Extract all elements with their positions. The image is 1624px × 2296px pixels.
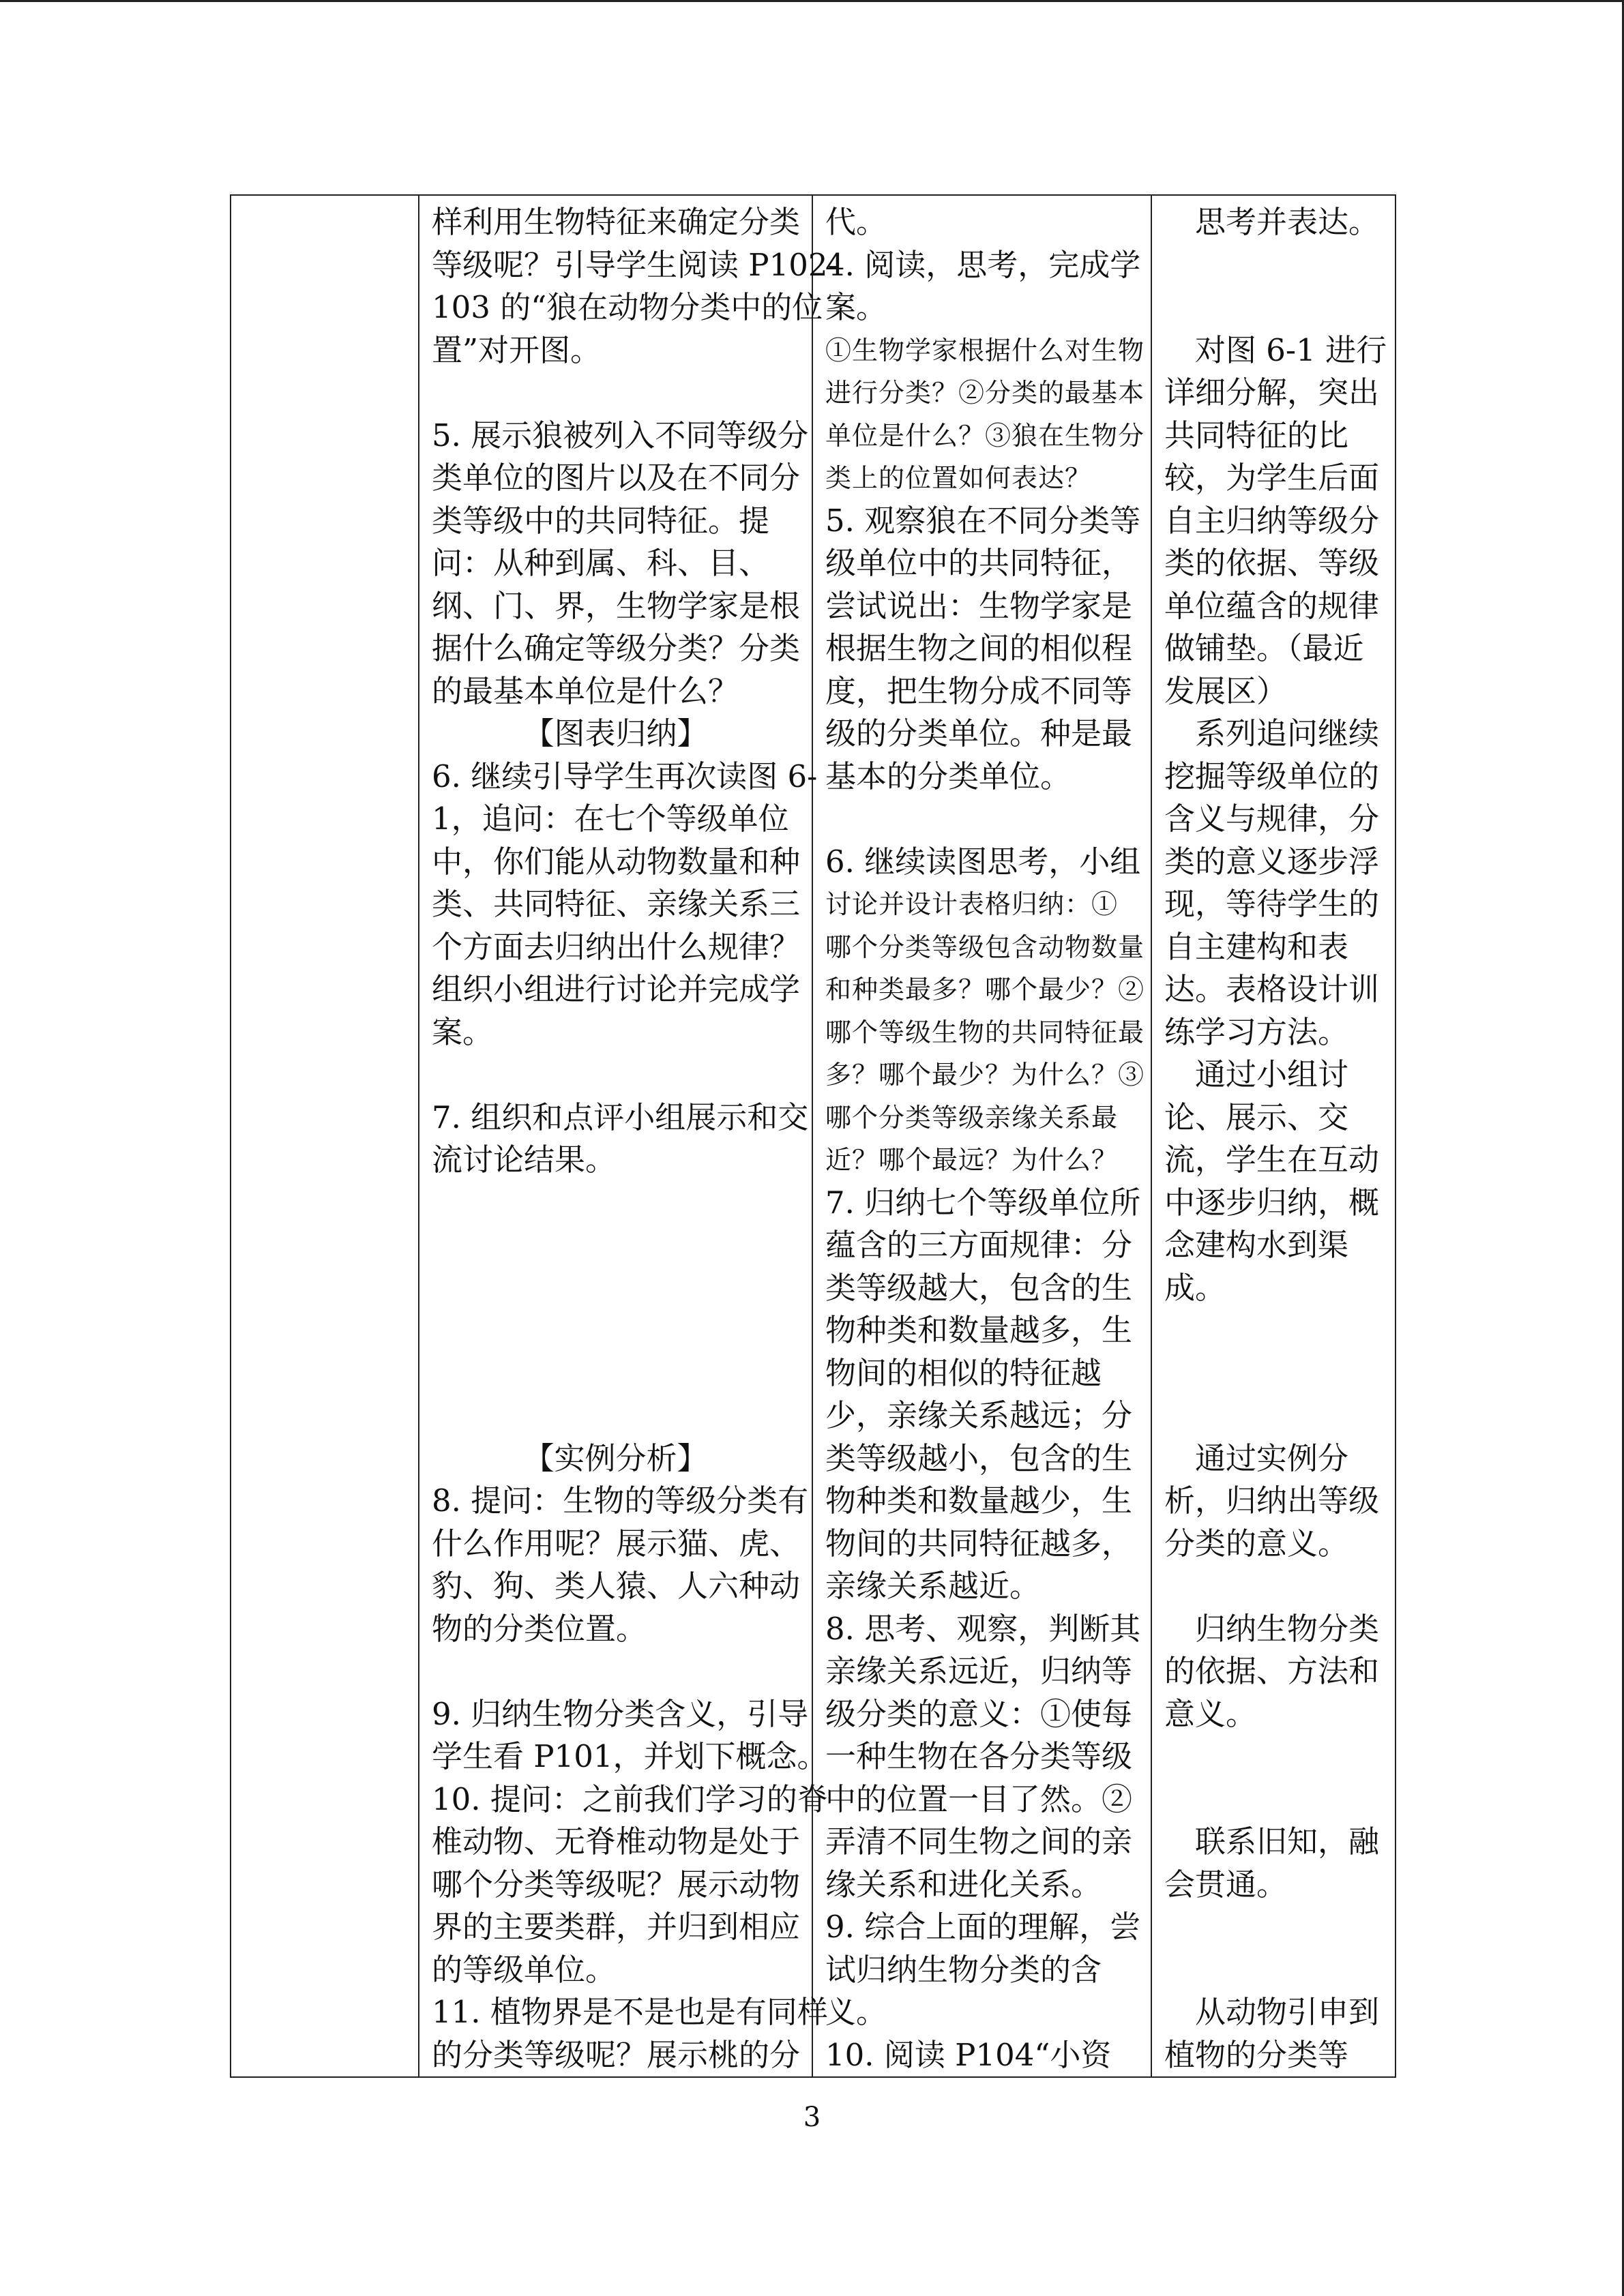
text-line: 纲、门、界，生物学家是根 bbox=[432, 587, 801, 624]
text-line: 蕴含的三方面规律：分 bbox=[825, 1227, 1133, 1263]
page-top-border bbox=[0, 0, 1624, 2]
text-line: 8. 思考、观察，判断其 bbox=[825, 1610, 1141, 1647]
design-intent-cell bbox=[1151, 195, 1396, 2077]
text-line: 多？哪个最少？为什么？③ bbox=[825, 1060, 1145, 1090]
lesson-plan-table bbox=[230, 194, 1396, 2078]
text-line: 6. 继续读图思考，小组 bbox=[825, 843, 1141, 880]
text-line: 和种类最多？哪个最少？② bbox=[825, 974, 1145, 1004]
text-line: 亲缘关系越近。 bbox=[825, 1568, 1041, 1604]
text-line: 类等级越大，包含的生 bbox=[825, 1269, 1133, 1306]
text-line: 样利用生物特征来确定分类 bbox=[432, 204, 801, 240]
text-line: 9. 归纳生物分类含义，引导 bbox=[432, 1695, 809, 1732]
text-line: 类等级中的共同特征。提 bbox=[432, 502, 770, 539]
text-line: 哪个等级生物的共同特征最 bbox=[825, 1017, 1145, 1047]
text-line bbox=[432, 1352, 799, 1395]
text-line: 成。 bbox=[1164, 1269, 1226, 1306]
text-line: 试归纳生物分类的含 bbox=[825, 1951, 1102, 1988]
page-number: 3 bbox=[803, 2102, 821, 2133]
text-line: 现，等待学生的 bbox=[1164, 886, 1380, 922]
text-line bbox=[432, 1309, 799, 1352]
text-line: 流，学生在互动 bbox=[1164, 1142, 1380, 1178]
text-line: 物种类和数量越多，生 bbox=[825, 1312, 1133, 1348]
text-line: 哪个分类等级包含动物数量 bbox=[825, 931, 1145, 962]
text-line: 豹、狗、类人猿、人六种动 bbox=[432, 1568, 801, 1604]
text-line bbox=[432, 1395, 799, 1437]
text-line: 物种类和数量越少，生 bbox=[825, 1482, 1133, 1519]
text-line: 对图 6-1 进行 bbox=[1164, 331, 1387, 368]
text-line: 类的意义逐步浮 bbox=[1164, 843, 1380, 880]
text-line: 6. 继续引导学生再次读图 6- bbox=[432, 758, 818, 794]
text-line: 念建构水到渠 bbox=[1164, 1227, 1349, 1263]
text-line: 物间的相似的特征越 bbox=[825, 1354, 1102, 1391]
text-line: 练学习方法。 bbox=[1164, 1013, 1349, 1050]
text-line: 思考并表达。 bbox=[1164, 204, 1380, 240]
text-line: 植物的分类等 bbox=[1164, 2036, 1349, 2073]
text-line: 哪个分类等级呢？展示动物 bbox=[432, 1866, 801, 1903]
text-line: 共同特征的比 bbox=[1164, 417, 1349, 453]
text-line: 单位蕴含的规律 bbox=[1164, 587, 1380, 624]
text-line: 案。 bbox=[432, 1013, 494, 1050]
text-line: 归纳生物分类 bbox=[1164, 1610, 1380, 1647]
text-line: 少，亲缘关系越远；分 bbox=[825, 1397, 1133, 1433]
text-line: 【实例分析】 bbox=[523, 1440, 708, 1476]
text-line: 10. 阅读 P104“小资 bbox=[825, 2036, 1112, 2073]
text-line: 【图表归纳】 bbox=[523, 715, 708, 751]
text-line: 组织小组进行讨论并完成学 bbox=[432, 971, 801, 1007]
text-line bbox=[825, 798, 1138, 841]
text-line: 亲缘关系远近，归纳等 bbox=[825, 1653, 1133, 1689]
text-line: 发展区） bbox=[1164, 672, 1288, 709]
text-line: 单位是什么？③狼在生物分 bbox=[825, 420, 1145, 451]
text-line: 进行分类？②分类的最基本 bbox=[825, 378, 1145, 408]
text-line: 弄清不同生物之间的亲 bbox=[825, 1823, 1133, 1860]
text-line: 8. 提问：生物的等级分类有 bbox=[432, 1482, 809, 1519]
text-line: 尝试说出：生物学家是 bbox=[825, 587, 1133, 624]
text-line: 级单位中的共同特征， bbox=[825, 545, 1133, 581]
text-line: 学生看 P101，并划下概念。 bbox=[432, 1738, 828, 1774]
text-line: 等级呢？引导学生阅读 P102- bbox=[432, 246, 838, 283]
text-line: 的最基本单位是什么？ bbox=[432, 672, 739, 709]
text-line: 度，把生物分成不同等 bbox=[825, 672, 1133, 709]
text-line bbox=[1164, 1395, 1383, 1437]
text-line: 义。 bbox=[825, 1994, 887, 2030]
text-line: 哪个分类等级亲缘关系最 bbox=[825, 1102, 1119, 1133]
text-line: 挖掘等级单位的 bbox=[1164, 758, 1380, 794]
student-activity-lines bbox=[825, 201, 1145, 2076]
text-line: 9. 综合上面的理解，尝 bbox=[825, 1909, 1141, 1945]
text-line: 的分类等级呢？展示桃的分 bbox=[432, 2036, 801, 2073]
text-line: 近？哪个最远？为什么？ bbox=[825, 1145, 1119, 1175]
text-line: 什么作用呢？展示猫、虎、 bbox=[432, 1525, 801, 1562]
text-line: 1，追问：在七个等级单位 bbox=[432, 801, 789, 837]
text-line: 物间的共同特征越多， bbox=[825, 1525, 1133, 1562]
text-line: 4. 阅读，思考，完成学 bbox=[825, 246, 1141, 283]
text-line: 级分类的意义：①使每 bbox=[825, 1695, 1133, 1732]
text-line: 椎动物、无脊椎动物是处于 bbox=[432, 1823, 801, 1860]
text-line bbox=[432, 1267, 799, 1310]
text-line: 类的依据、等级 bbox=[1164, 545, 1380, 581]
text-line: 基本的分类单位。 bbox=[825, 758, 1072, 794]
text-line: 论、展示、交 bbox=[1164, 1099, 1349, 1135]
text-line bbox=[1164, 1735, 1383, 1778]
text-line: 103 的“狼在动物分类中的位 bbox=[432, 289, 823, 325]
teacher-activity-cell bbox=[419, 195, 838, 2077]
text-line: 7. 组织和点评小组展示和交 bbox=[432, 1099, 809, 1135]
text-line: 类等级越小，包含的生 bbox=[825, 1440, 1133, 1476]
text-line: 讨论并设计表格归纳：① bbox=[825, 889, 1119, 919]
text-line bbox=[1164, 1949, 1383, 1992]
text-line: 级的分类单位。种是最 bbox=[825, 715, 1133, 751]
text-line bbox=[432, 372, 799, 415]
text-line bbox=[1164, 1352, 1383, 1395]
text-line: 分类的意义。 bbox=[1164, 1525, 1349, 1562]
text-line: 中的位置一目了然。② bbox=[825, 1780, 1133, 1817]
text-line bbox=[1164, 1778, 1383, 1821]
teacher-activity-lines bbox=[432, 201, 838, 2076]
text-line: 自主建构和表 bbox=[1164, 928, 1349, 965]
text-line: 物的分类位置。 bbox=[432, 1610, 647, 1647]
text-line: 中逐步归纳，概 bbox=[1164, 1184, 1380, 1221]
text-line: 的等级单位。 bbox=[432, 1951, 617, 1988]
text-line bbox=[432, 1182, 799, 1225]
text-line: 5. 展示狼被列入不同等级分 bbox=[432, 417, 809, 453]
text-line: 详细分解，突出 bbox=[1164, 374, 1380, 411]
text-line: 根据生物之间的相似程 bbox=[825, 630, 1133, 666]
text-line: 含义与规律，分 bbox=[1164, 801, 1380, 837]
text-line: 7. 归纳七个等级单位所 bbox=[825, 1184, 1141, 1221]
student-activity-cell bbox=[812, 195, 1151, 2077]
text-line: 类上的位置如何表达？ bbox=[825, 463, 1092, 493]
text-line: 从动物引申到 bbox=[1164, 1994, 1380, 2030]
text-line: 联系旧知，融 bbox=[1164, 1823, 1380, 1860]
text-line: 问：从种到属、科、目、 bbox=[432, 545, 770, 581]
text-line: 析，归纳出等级 bbox=[1164, 1482, 1380, 1519]
text-line bbox=[1164, 1309, 1383, 1352]
text-line: 11. 植物界是不是也是有同样 bbox=[432, 1994, 828, 2030]
text-line: 达。表格设计训 bbox=[1164, 971, 1380, 1007]
text-line: 通过小组讨 bbox=[1164, 1056, 1349, 1092]
text-line: 据什么确定等级分类？分类 bbox=[432, 630, 801, 666]
text-line: 较，为学生后面 bbox=[1164, 460, 1380, 496]
text-line bbox=[432, 1224, 799, 1267]
text-line: 做铺垫。（最近 bbox=[1164, 630, 1364, 666]
stage-column-cell bbox=[231, 195, 419, 2077]
design-intent-lines bbox=[1164, 201, 1387, 2076]
text-line: 会贯通。 bbox=[1164, 1866, 1288, 1903]
text-line bbox=[1164, 1565, 1383, 1608]
text-line: 置”对开图。 bbox=[432, 331, 602, 368]
table-row bbox=[231, 195, 1396, 2077]
text-line: 代。 bbox=[825, 204, 887, 240]
text-line: 的依据、方法和 bbox=[1164, 1653, 1380, 1689]
text-line: 中，你们能从动物数量和种 bbox=[432, 843, 801, 880]
text-line: 界的主要类群，并归到相应 bbox=[432, 1909, 801, 1945]
text-line bbox=[1164, 1906, 1383, 1949]
text-line: 自主归纳等级分 bbox=[1164, 502, 1380, 539]
text-line: 5. 观察狼在不同分类等 bbox=[825, 502, 1141, 539]
text-line bbox=[432, 1054, 799, 1097]
text-line: 缘关系和进化关系。 bbox=[825, 1866, 1102, 1903]
text-line: 一种生物在各分类等级 bbox=[825, 1738, 1133, 1774]
text-line: 10. 提问：之前我们学习的脊 bbox=[432, 1780, 828, 1817]
text-line: 通过实例分 bbox=[1164, 1440, 1349, 1476]
text-line: 流讨论结果。 bbox=[432, 1142, 617, 1178]
text-line: ①生物学家根据什么对生物 bbox=[825, 335, 1145, 366]
text-line: 个方面去归纳出什么规律？ bbox=[432, 928, 801, 965]
text-line bbox=[432, 1650, 799, 1693]
text-line: 意义。 bbox=[1164, 1695, 1257, 1732]
text-line bbox=[1164, 244, 1383, 287]
text-line: 案。 bbox=[825, 289, 887, 325]
text-line: 系列追问继续 bbox=[1164, 715, 1380, 751]
text-line: 类、共同特征、亲缘关系三 bbox=[432, 886, 801, 922]
text-line: 类单位的图片以及在不同分 bbox=[432, 460, 801, 496]
text-line bbox=[1164, 286, 1383, 329]
